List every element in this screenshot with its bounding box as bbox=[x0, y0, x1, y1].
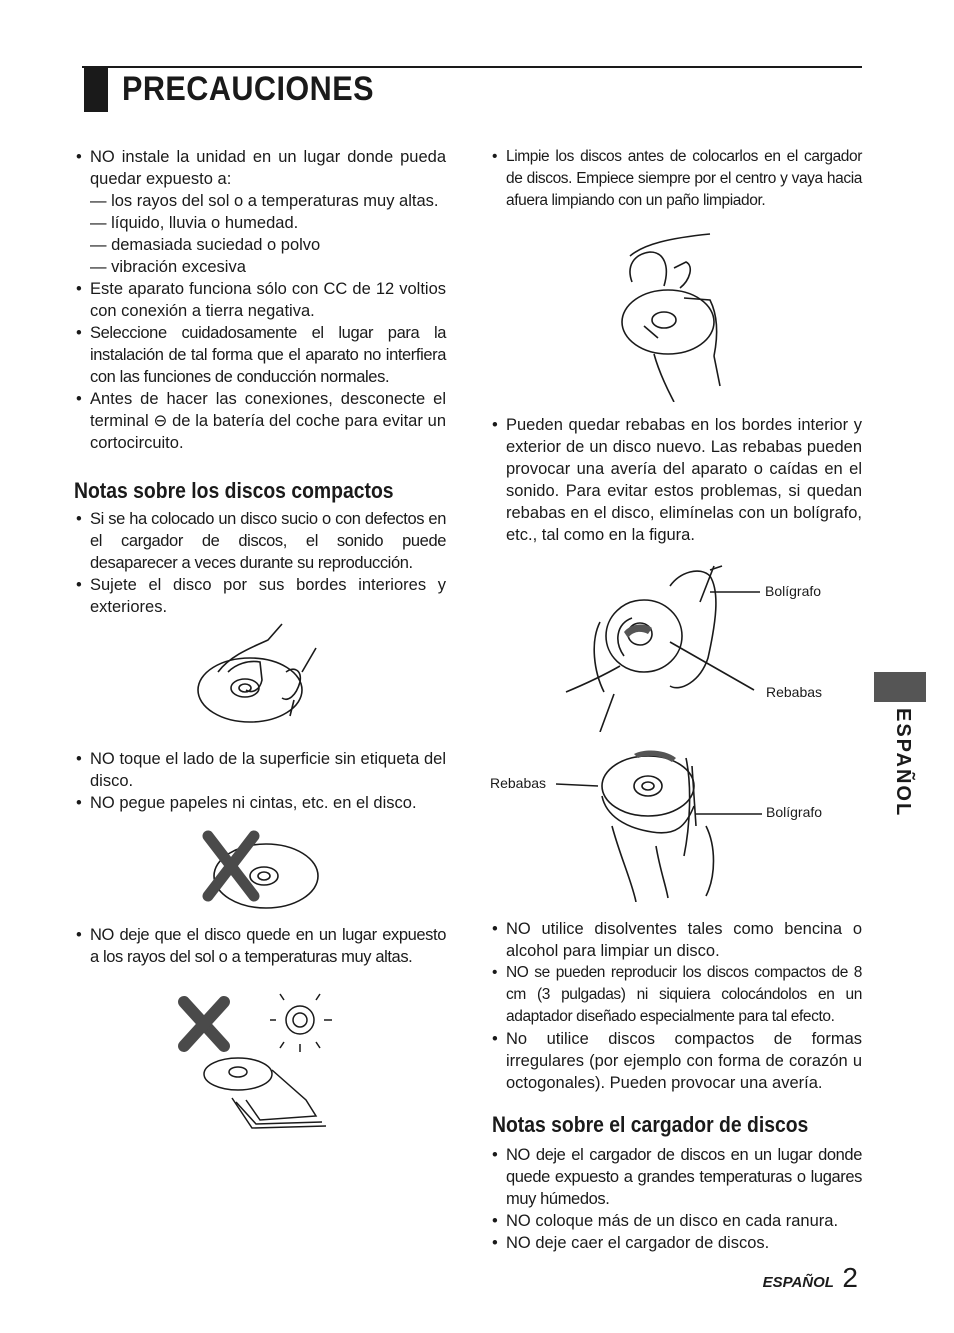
bullet-12v: • Este aparato funciona sólo con CC de 12 voltios con conexión a tierra negativa. bbox=[74, 278, 446, 322]
title-bar bbox=[82, 66, 862, 114]
bullet-no-8cm: • NO se pueden reproducir los discos compactos de 8 cm (3 pulgadas) ni siquiera colocándolos en un adaptador diseñado especialmente para tal efecto. bbox=[490, 962, 862, 1028]
right-column-burrs bbox=[490, 414, 862, 546]
bullet-dirty-disc: • Si se ha colocado un disco sucio o con defectos en el cargador de discos, el sonido puede desaparecer a veces durante su reproducción. bbox=[74, 508, 446, 574]
bullet-no-solvents: • NO utilice disolventes tales como bencina o alcohol para limpiar un disco. bbox=[490, 918, 862, 962]
cleaning-disc-illustration bbox=[614, 226, 734, 402]
page-title: PRECAUCIONES bbox=[122, 70, 374, 108]
bullet-hold-edges: • Sujete el disco por sus bordes interiores y exteriores. bbox=[74, 574, 446, 618]
right-column-magazine bbox=[490, 1144, 862, 1254]
label-burrs-bottom: Rebabas bbox=[490, 775, 547, 791]
hand-holding-disc-illustration bbox=[190, 620, 330, 730]
label-pen-bottom: Bolígrafo bbox=[766, 804, 823, 820]
burr-removal-illustration-top bbox=[560, 562, 780, 732]
sub-item-dirt: — demasiada suciedad o polvo bbox=[90, 236, 321, 254]
bullet-burrs: • Pueden quedar rebabas en los bordes interior y exterior de un disco nuevo. Las rebabas pueden provocar una avería del aparato o caídas en el sonido. Para evitar estos problemas, si quedan rebabas en el disco, elimínelas con un bolígrafo, etc., tal como en la figura. bbox=[490, 414, 862, 546]
bullet-install-select: • Seleccione cuidadosamente el lugar para la instalación de tal forma que el aparato no interfiera con las funciones de conducción normales. bbox=[74, 322, 446, 388]
section-title-discs: Notas sobre los discos compactos bbox=[74, 478, 394, 503]
label-pen-top: Bolígrafo bbox=[765, 583, 822, 599]
bullet-no-paper: • NO pegue papeles ni cintas, etc. en el disco. bbox=[74, 792, 446, 814]
right-column-warnings bbox=[490, 918, 862, 1094]
left-column-discs bbox=[74, 508, 446, 618]
section-title-magazine: Notas sobre el cargador de discos bbox=[492, 1112, 809, 1137]
bullet-install-location: • NO instale la unidad en un lugar donde pueda quedar expuesto a: bbox=[74, 146, 446, 190]
footer-language: ESPAÑOL bbox=[762, 1274, 834, 1291]
sub-item-sun: — los rayos del sol o a temperaturas muy altas. bbox=[90, 192, 439, 210]
title-rule bbox=[82, 66, 862, 68]
side-language-label: ESPAÑOL bbox=[892, 708, 914, 818]
right-column-clean bbox=[490, 146, 862, 212]
bullet-battery: • Antes de hacer las conexiones, desconecte el terminal ⊖ de la batería del coche para evitar un cortocircuito. bbox=[74, 388, 446, 454]
language-tab-marker bbox=[874, 672, 926, 702]
label-burrs-top: Rebabas bbox=[766, 684, 823, 700]
left-column-intro bbox=[74, 146, 446, 454]
crossed-disc-illustration bbox=[196, 826, 326, 914]
left-column-touch bbox=[74, 748, 446, 814]
page-footer bbox=[763, 1262, 858, 1294]
sub-item-vibration: — vibración excesiva bbox=[90, 258, 246, 276]
bullet-no-drop: • NO deje caer el cargador de discos. bbox=[490, 1232, 862, 1254]
left-column-sun bbox=[74, 924, 446, 968]
title-block-marker bbox=[84, 68, 108, 112]
burr-removal-illustration-bottom bbox=[556, 746, 768, 902]
page-number: 2 bbox=[842, 1262, 858, 1293]
bullet-clean-disc: • Limpie los discos antes de colocarlos en el cargador de discos. Empiece siempre por el centro y vaya hacia afuera limpiando con un paño limpiador. bbox=[490, 146, 862, 212]
bullet-no-sun: • NO deje que el disco quede en un lugar expuesto a los rayos del sol o a temperaturas muy altas. bbox=[74, 924, 446, 968]
bullet-no-irregular: • No utilice discos compactos de formas irregulares (por ejemplo con forma de corazón u octogonales). Pueden provocar una avería. bbox=[490, 1028, 862, 1094]
bullet-no-touch: • NO toque el lado de la superficie sin etiqueta del disco. bbox=[74, 748, 446, 792]
sub-item-liquid: — líquido, lluvia o humedad. bbox=[90, 214, 299, 232]
bullet-one-disc-slot: • NO coloque más de un disco en cada ranura. bbox=[490, 1210, 862, 1232]
disc-in-sun-illustration bbox=[176, 990, 352, 1132]
bullet-magazine-heat: • NO deje el cargador de discos en un lugar donde quede expuesto a grandes temperaturas o lugares muy húmedos. bbox=[490, 1144, 862, 1210]
